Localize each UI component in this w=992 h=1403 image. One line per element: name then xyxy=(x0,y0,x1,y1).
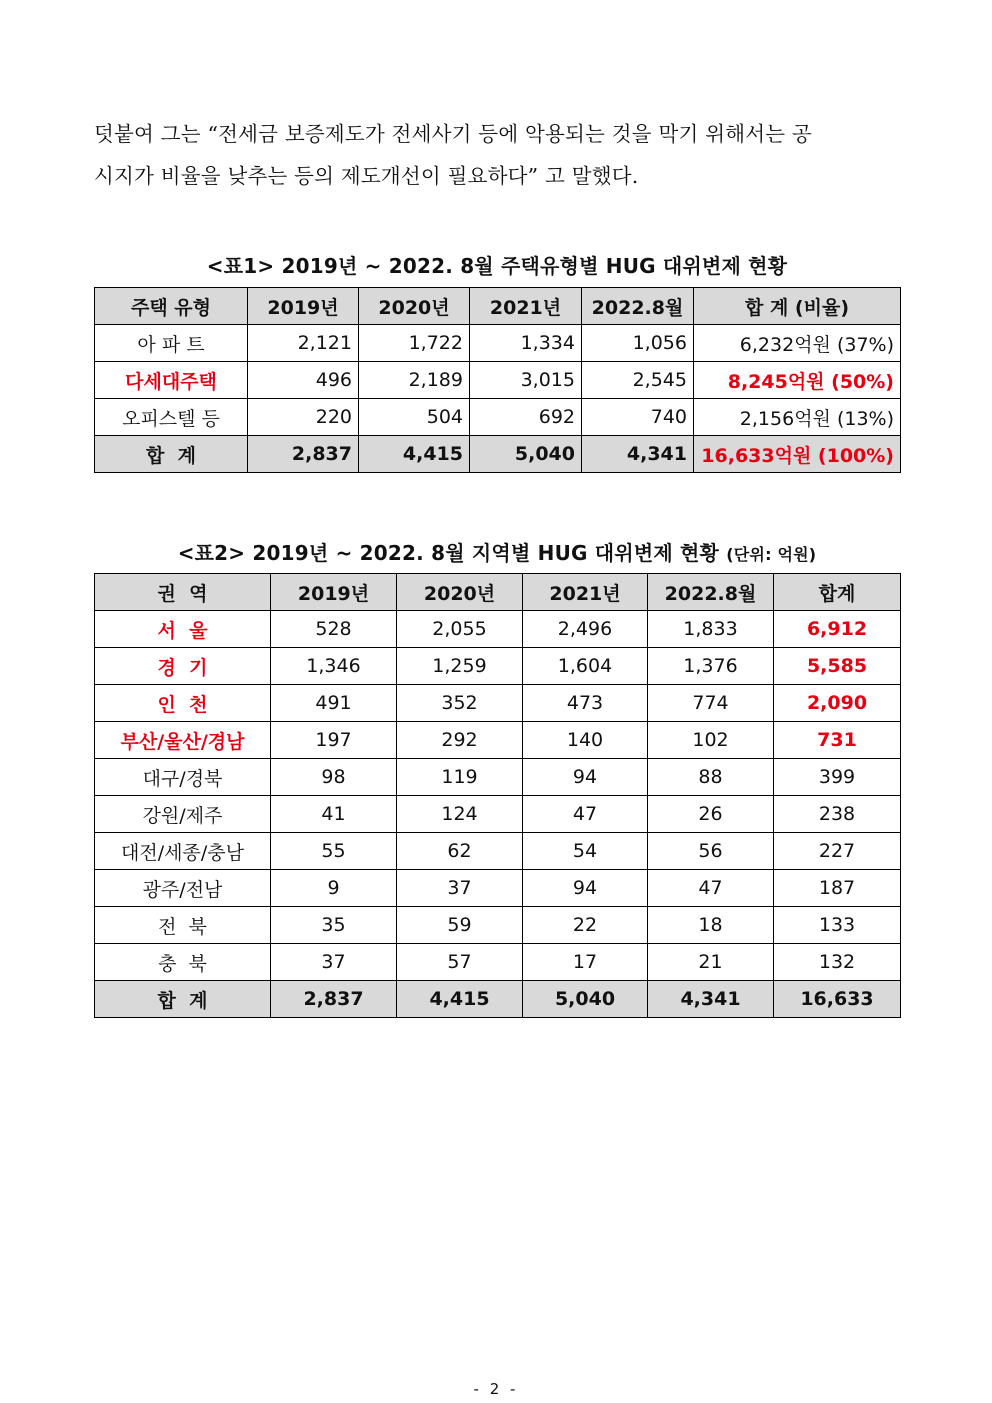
housing-type-table xyxy=(94,287,901,473)
cell-total: 8,245억원 (50%) xyxy=(694,362,901,399)
cell-2020: 37 xyxy=(397,870,523,907)
header-total: 합계 xyxy=(774,574,901,611)
cell-total: 132 xyxy=(774,944,901,981)
table1-caption: <표1> 2019년 ~ 2022. 8월 주택유형별 HUG 대위변제 현황 xyxy=(206,254,788,278)
page-number: - 2 - xyxy=(473,1380,519,1398)
table-row xyxy=(95,870,901,907)
cell-2021: 2,496 xyxy=(523,611,648,648)
total-row xyxy=(95,981,901,1018)
cell-2019: 9 xyxy=(271,870,397,907)
cell-2020: 59 xyxy=(397,907,523,944)
header-2022: 2022.8월 xyxy=(648,574,774,611)
cell-2021: 1,334 xyxy=(470,325,582,362)
row-label: 부산/울산/경남 xyxy=(95,722,271,759)
cell-total: 227 xyxy=(774,833,901,870)
cell-2021: 473 xyxy=(523,685,648,722)
cell-2022: 4,341 xyxy=(648,981,774,1018)
cell-total: 133 xyxy=(774,907,901,944)
cell-2021: 17 xyxy=(523,944,648,981)
row-label: 대전/세종/충남 xyxy=(95,833,271,870)
cell-2020: 292 xyxy=(397,722,523,759)
cell-2019: 35 xyxy=(271,907,397,944)
header-2020: 2020년 xyxy=(397,574,523,611)
row-label: 대구/경북 xyxy=(95,759,271,796)
row-label: 인 천 xyxy=(95,685,271,722)
table-row xyxy=(95,648,901,685)
region-table xyxy=(94,573,901,1018)
cell-2020: 57 xyxy=(397,944,523,981)
row-label: 전 북 xyxy=(95,907,271,944)
header-total: 합 계 (비율) xyxy=(694,288,901,325)
table-row xyxy=(95,944,901,981)
row-label: 다세대주택 xyxy=(95,362,248,399)
cell-2020: 119 xyxy=(397,759,523,796)
header-region: 권 역 xyxy=(95,574,271,611)
row-label: 오피스텔 등 xyxy=(95,399,248,436)
table-row xyxy=(95,722,901,759)
cell-2020: 352 xyxy=(397,685,523,722)
cell-2022: 26 xyxy=(648,796,774,833)
cell-2022: 102 xyxy=(648,722,774,759)
table-row xyxy=(95,907,901,944)
cell-2021: 54 xyxy=(523,833,648,870)
cell-2020: 4,415 xyxy=(397,981,523,1018)
table2-caption xyxy=(94,537,900,566)
table-row xyxy=(95,759,901,796)
cell-2022: 1,833 xyxy=(648,611,774,648)
table-row xyxy=(95,796,901,833)
table-row xyxy=(95,685,901,722)
cell-2019: 528 xyxy=(271,611,397,648)
cell-2022: 18 xyxy=(648,907,774,944)
cell-2020: 2,055 xyxy=(397,611,523,648)
row-label: 아 파 트 xyxy=(95,325,248,362)
table2-caption-text: <표2> 2019년 ~ 2022. 8월 지역별 HUG 대위변제 현황 xyxy=(177,541,720,565)
header-2019: 2019년 xyxy=(248,288,359,325)
cell-2019: 37 xyxy=(271,944,397,981)
row-label: 충 북 xyxy=(95,944,271,981)
table2-unit: (단위: 억원) xyxy=(726,545,817,564)
header-2021: 2021년 xyxy=(470,288,582,325)
header-2022: 2022.8월 xyxy=(582,288,694,325)
cell-2019: 1,346 xyxy=(271,648,397,685)
cell-2022: 774 xyxy=(648,685,774,722)
header-2021: 2021년 xyxy=(523,574,648,611)
cell-2022: 47 xyxy=(648,870,774,907)
cell-2021: 1,604 xyxy=(523,648,648,685)
cell-2022: 1,056 xyxy=(582,325,694,362)
cell-2019: 2,121 xyxy=(248,325,359,362)
cell-total: 2,156억원 (13%) xyxy=(694,399,901,436)
cell-total: 6,912 xyxy=(774,611,901,648)
cell-2019: 55 xyxy=(271,833,397,870)
cell-2021: 5,040 xyxy=(523,981,648,1018)
cell-2022: 56 xyxy=(648,833,774,870)
row-label: 합 계 xyxy=(95,981,271,1018)
cell-2020: 2,189 xyxy=(359,362,470,399)
table-header-row xyxy=(95,574,901,611)
cell-total: 187 xyxy=(774,870,901,907)
cell-2019: 197 xyxy=(271,722,397,759)
cell-total: 6,232억원 (37%) xyxy=(694,325,901,362)
cell-2021: 5,040 xyxy=(470,436,582,473)
cell-2019: 496 xyxy=(248,362,359,399)
cell-2020: 504 xyxy=(359,399,470,436)
cell-2021: 94 xyxy=(523,870,648,907)
table-row xyxy=(95,362,901,399)
body-paragraph xyxy=(94,113,900,197)
cell-2020: 62 xyxy=(397,833,523,870)
header-2020: 2020년 xyxy=(359,288,470,325)
row-label: 합 계 xyxy=(95,436,248,473)
header-type: 주택 유형 xyxy=(95,288,248,325)
table-row xyxy=(95,325,901,362)
cell-2021: 140 xyxy=(523,722,648,759)
header-2019: 2019년 xyxy=(271,574,397,611)
cell-2021: 3,015 xyxy=(470,362,582,399)
table-row xyxy=(95,399,901,436)
cell-2020: 124 xyxy=(397,796,523,833)
cell-2019: 2,837 xyxy=(271,981,397,1018)
cell-2019: 491 xyxy=(271,685,397,722)
row-label: 광주/전남 xyxy=(95,870,271,907)
cell-total: 238 xyxy=(774,796,901,833)
paragraph-line-2: 시지가 비율을 낮추는 등의 제도개선이 필요하다” 고 말했다. xyxy=(94,164,639,188)
row-label: 서 울 xyxy=(95,611,271,648)
cell-total: 16,633 xyxy=(774,981,901,1018)
cell-2020: 1,722 xyxy=(359,325,470,362)
cell-2022: 21 xyxy=(648,944,774,981)
cell-2021: 47 xyxy=(523,796,648,833)
total-row xyxy=(95,436,901,473)
cell-2019: 41 xyxy=(271,796,397,833)
cell-2021: 22 xyxy=(523,907,648,944)
cell-2021: 692 xyxy=(470,399,582,436)
cell-2022: 1,376 xyxy=(648,648,774,685)
table-row xyxy=(95,833,901,870)
row-label: 경 기 xyxy=(95,648,271,685)
table-row xyxy=(95,611,901,648)
cell-total: 2,090 xyxy=(774,685,901,722)
cell-total: 5,585 xyxy=(774,648,901,685)
cell-2022: 740 xyxy=(582,399,694,436)
row-label: 강원/제주 xyxy=(95,796,271,833)
paragraph-line-1: 덧붙여 그는 “전세금 보증제도가 전세사기 등에 악용되는 것을 막기 위해서는 공 xyxy=(94,122,812,146)
cell-total: 731 xyxy=(774,722,901,759)
cell-2020: 1,259 xyxy=(397,648,523,685)
cell-2019: 98 xyxy=(271,759,397,796)
cell-2022: 2,545 xyxy=(582,362,694,399)
cell-total: 399 xyxy=(774,759,901,796)
cell-2019: 220 xyxy=(248,399,359,436)
cell-2021: 94 xyxy=(523,759,648,796)
cell-2020: 4,415 xyxy=(359,436,470,473)
cell-2022: 88 xyxy=(648,759,774,796)
cell-total: 16,633억원 (100%) xyxy=(694,436,901,473)
cell-2022: 4,341 xyxy=(582,436,694,473)
cell-2019: 2,837 xyxy=(248,436,359,473)
table-header-row xyxy=(95,288,901,325)
